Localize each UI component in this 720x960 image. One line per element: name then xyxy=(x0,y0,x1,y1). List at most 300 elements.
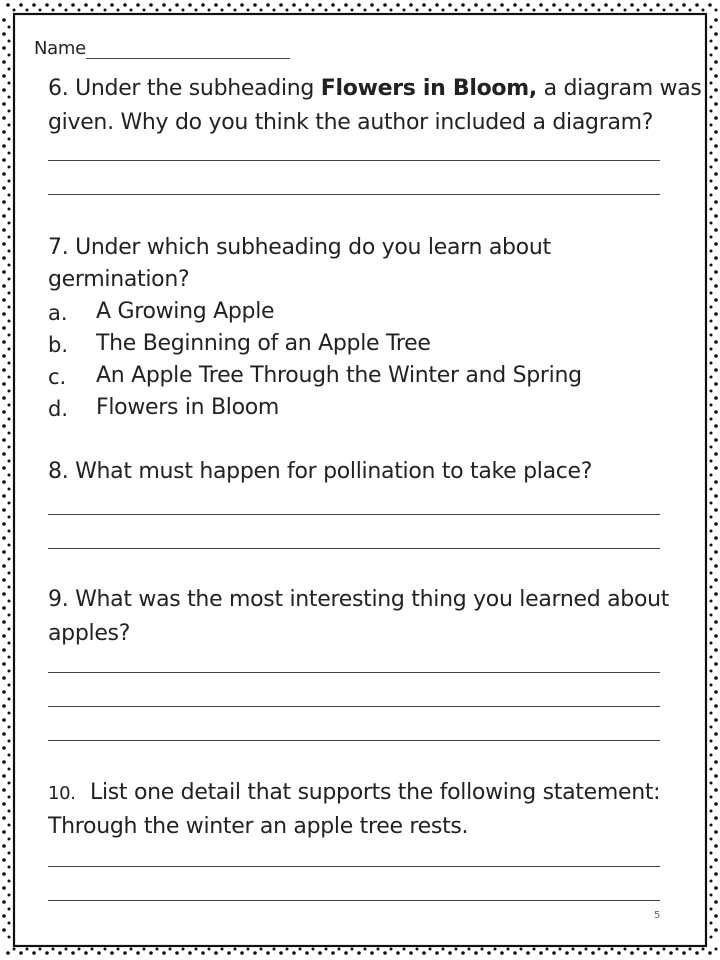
border-dot xyxy=(702,948,705,951)
border-dot xyxy=(416,948,419,951)
border-dot xyxy=(714,536,718,540)
border-dot xyxy=(513,3,517,7)
border-dot xyxy=(305,951,309,955)
border-dot xyxy=(552,951,556,955)
border-dot xyxy=(474,951,478,955)
answer-line[interactable] xyxy=(48,514,660,515)
border-dot xyxy=(710,26,713,29)
border-dot xyxy=(8,488,11,491)
border-dot xyxy=(442,9,445,12)
option-c-text[interactable]: An Apple Tree Through the Winter and Spring xyxy=(96,363,582,388)
border-dot xyxy=(624,9,627,12)
border-dot xyxy=(292,3,296,7)
border-dot xyxy=(8,712,11,715)
border-dot xyxy=(448,951,452,955)
q10-line2: Through the winter an apple tree rests. xyxy=(48,814,469,839)
border-dot xyxy=(71,951,75,955)
option-b-text[interactable]: The Beginning of an Apple Tree xyxy=(96,331,431,356)
border-dot xyxy=(710,292,713,295)
border-dot xyxy=(240,951,244,955)
border-dot xyxy=(2,508,6,512)
border-dot xyxy=(710,838,713,841)
border-dot xyxy=(714,74,718,78)
border-dot xyxy=(351,9,354,12)
border-dot xyxy=(45,3,49,7)
border-dot xyxy=(8,838,11,841)
border-dot xyxy=(8,726,11,729)
border-dot xyxy=(2,858,6,862)
border-dot xyxy=(78,948,81,951)
border-dot xyxy=(8,586,11,589)
border-dot xyxy=(214,951,218,955)
q6-text-end: a diagram was xyxy=(536,76,702,101)
border-dot xyxy=(714,368,718,372)
border-dot xyxy=(32,3,36,7)
border-dot xyxy=(2,242,6,246)
border-dot xyxy=(710,166,713,169)
q10-number: 10. xyxy=(48,783,76,804)
border-dot xyxy=(8,124,11,127)
border-dot xyxy=(253,951,257,955)
border-dot xyxy=(714,200,718,204)
border-dot xyxy=(710,852,713,855)
border-dot xyxy=(714,242,718,246)
border-dot xyxy=(710,138,713,141)
border-dot xyxy=(26,9,29,12)
border-dot xyxy=(2,830,6,834)
border-dot xyxy=(260,9,263,12)
border-dot xyxy=(710,152,713,155)
border-dot xyxy=(409,951,413,955)
border-dot xyxy=(370,951,374,955)
border-dot xyxy=(710,754,713,757)
border-dot xyxy=(533,948,536,951)
border-dot xyxy=(710,348,713,351)
border-dot xyxy=(2,550,6,554)
border-dot xyxy=(669,951,673,955)
border-dot xyxy=(123,3,127,7)
border-dot xyxy=(390,9,393,12)
border-dot xyxy=(195,948,198,951)
border-dot xyxy=(312,948,315,951)
border-dot xyxy=(8,782,11,785)
border-dot xyxy=(8,348,11,351)
border-dot xyxy=(175,951,179,955)
border-dot xyxy=(598,948,601,951)
border-dot xyxy=(710,642,713,645)
border-dot xyxy=(487,951,491,955)
border-dot xyxy=(8,446,11,449)
border-dot xyxy=(117,9,120,12)
border-dot xyxy=(578,3,582,7)
answer-line[interactable] xyxy=(48,866,660,867)
border-dot xyxy=(2,396,6,400)
border-dot xyxy=(403,948,406,951)
border-dot xyxy=(710,782,713,785)
border-dot xyxy=(2,438,6,442)
border-dot xyxy=(8,530,11,533)
page-number: 5 xyxy=(654,910,661,921)
border-dot xyxy=(2,718,6,722)
border-dot xyxy=(714,746,718,750)
border-dot xyxy=(8,936,11,939)
border-dot xyxy=(65,948,68,951)
border-dot xyxy=(396,951,400,955)
border-dot xyxy=(710,614,713,617)
border-dot xyxy=(682,3,686,7)
border-dot xyxy=(710,768,713,771)
option-d-letter: d. xyxy=(48,397,69,421)
border-dot xyxy=(624,948,627,951)
border-dot xyxy=(714,760,718,764)
border-dot xyxy=(422,3,426,7)
border-dot xyxy=(533,9,536,12)
border-dot xyxy=(710,110,713,113)
border-dot xyxy=(714,788,718,792)
border-dot xyxy=(162,3,166,7)
border-dot xyxy=(714,326,718,330)
border-dot xyxy=(416,9,419,12)
border-dot xyxy=(695,3,699,7)
answer-line[interactable] xyxy=(48,672,660,673)
border-dot xyxy=(710,502,713,505)
q6-subheading-bold: Flowers in Bloom, xyxy=(320,76,537,101)
border-dot xyxy=(585,948,588,951)
border-dot xyxy=(2,676,6,680)
border-dot xyxy=(2,18,6,22)
border-dot xyxy=(123,951,127,955)
border-dot xyxy=(637,948,640,951)
border-dot xyxy=(39,948,42,951)
q6-line1 xyxy=(48,76,702,101)
border-dot xyxy=(52,9,55,12)
border-dot xyxy=(318,3,322,7)
border-dot xyxy=(663,9,666,12)
border-dot xyxy=(714,830,718,834)
q6-line2: given. Why do you think the author included a diagram? xyxy=(48,110,654,135)
border-dot xyxy=(714,46,718,50)
border-dot xyxy=(182,948,185,951)
border-dot xyxy=(500,3,504,7)
border-dot xyxy=(383,3,387,7)
border-dot xyxy=(136,3,140,7)
border-dot xyxy=(702,9,705,12)
border-dot xyxy=(714,704,718,708)
border-dot xyxy=(78,9,81,12)
border-dot xyxy=(710,124,713,127)
border-dot xyxy=(8,460,11,463)
q7-line1: 7. Under which subheading do you learn about xyxy=(48,235,551,260)
answer-line[interactable] xyxy=(48,194,660,195)
border-dot xyxy=(8,292,11,295)
border-dot xyxy=(520,9,523,12)
border-dot xyxy=(710,320,713,323)
border-dot xyxy=(8,852,11,855)
border-dot xyxy=(468,948,471,951)
border-dot xyxy=(429,9,432,12)
border-dot xyxy=(2,46,6,50)
border-dot xyxy=(8,362,11,365)
border-dot xyxy=(710,740,713,743)
border-dot xyxy=(695,951,699,955)
border-dot xyxy=(2,536,6,540)
border-dot xyxy=(710,796,713,799)
border-dot xyxy=(8,572,11,575)
border-dot xyxy=(572,9,575,12)
border-dot xyxy=(481,9,484,12)
border-dot xyxy=(2,816,6,820)
border-dot xyxy=(52,948,55,951)
border-dot xyxy=(435,3,439,7)
border-dot xyxy=(710,236,713,239)
border-dot xyxy=(714,816,718,820)
border-dot xyxy=(714,214,718,218)
border-dot xyxy=(710,628,713,631)
border-dot xyxy=(435,951,439,955)
border-dot xyxy=(714,914,718,918)
border-dot xyxy=(2,760,6,764)
border-dot xyxy=(710,572,713,575)
border-dot xyxy=(526,3,530,7)
border-dot xyxy=(19,951,23,955)
border-dot xyxy=(714,284,718,288)
border-dot xyxy=(2,844,6,848)
border-dot xyxy=(714,522,718,526)
border-dot xyxy=(546,948,549,951)
border-dot xyxy=(169,948,172,951)
border-dot xyxy=(8,474,11,477)
border-dot xyxy=(565,951,569,955)
border-dot xyxy=(710,474,713,477)
border-dot xyxy=(714,354,718,358)
border-dot xyxy=(710,600,713,603)
border-dot xyxy=(708,951,712,955)
border-dot xyxy=(8,306,11,309)
border-dot xyxy=(714,102,718,106)
border-dot xyxy=(710,726,713,729)
border-dot xyxy=(710,68,713,71)
border-dot xyxy=(714,452,718,456)
border-dot xyxy=(234,9,237,12)
answer-line[interactable] xyxy=(48,548,660,549)
border-dot xyxy=(2,284,6,288)
border-dot xyxy=(2,606,6,610)
border-dot xyxy=(669,3,673,7)
border-dot xyxy=(8,740,11,743)
border-dot xyxy=(710,334,713,337)
border-dot xyxy=(585,9,588,12)
border-dot xyxy=(714,340,718,344)
border-dot xyxy=(8,54,11,57)
border-dot xyxy=(520,948,523,951)
border-dot xyxy=(481,948,484,951)
border-dot xyxy=(714,690,718,694)
border-dot xyxy=(422,951,426,955)
border-dot xyxy=(6,3,10,7)
q10-line1: List one detail that supports the following statement: xyxy=(90,780,661,805)
border-dot xyxy=(2,928,6,932)
border-dot xyxy=(279,951,283,955)
border-dot xyxy=(195,9,198,12)
border-dot xyxy=(710,936,713,939)
border-dot xyxy=(409,3,413,7)
border-dot xyxy=(448,3,452,7)
border-dot xyxy=(710,96,713,99)
border-dot xyxy=(2,116,6,120)
border-dot xyxy=(710,264,713,267)
border-dot xyxy=(710,810,713,813)
border-dot xyxy=(8,796,11,799)
border-dot xyxy=(2,886,6,890)
border-dot xyxy=(8,544,11,547)
border-dot xyxy=(710,306,713,309)
border-dot xyxy=(2,900,6,904)
border-dot xyxy=(714,32,718,36)
border-dot xyxy=(8,922,11,925)
border-dot xyxy=(714,732,718,736)
border-dot xyxy=(710,376,713,379)
border-dot xyxy=(714,928,718,932)
border-dot xyxy=(8,26,11,29)
border-dot xyxy=(656,3,660,7)
answer-line[interactable] xyxy=(48,706,660,707)
border-dot xyxy=(2,662,6,666)
border-dot xyxy=(714,592,718,596)
border-dot xyxy=(710,362,713,365)
border-dot xyxy=(714,396,718,400)
border-dot xyxy=(714,844,718,848)
border-dot xyxy=(8,670,11,673)
border-dot xyxy=(663,948,666,951)
border-dot xyxy=(2,144,6,148)
border-dot xyxy=(2,368,6,372)
border-dot xyxy=(65,9,68,12)
border-dot xyxy=(710,278,713,281)
border-dot xyxy=(710,432,713,435)
border-dot xyxy=(2,172,6,176)
border-dot xyxy=(91,948,94,951)
border-dot xyxy=(8,180,11,183)
border-dot xyxy=(714,312,718,316)
border-dot xyxy=(266,3,270,7)
border-dot xyxy=(2,690,6,694)
answer-line[interactable] xyxy=(48,740,660,741)
answer-line[interactable] xyxy=(48,900,660,901)
border-dot xyxy=(2,774,6,778)
border-dot xyxy=(357,3,361,7)
border-dot xyxy=(201,3,205,7)
border-dot xyxy=(2,340,6,344)
border-dot xyxy=(292,951,296,955)
border-dot xyxy=(714,494,718,498)
border-dot xyxy=(8,334,11,337)
border-dot xyxy=(689,948,692,951)
border-dot xyxy=(714,578,718,582)
border-dot xyxy=(351,948,354,951)
border-dot xyxy=(714,18,718,22)
border-dot xyxy=(143,9,146,12)
border-dot xyxy=(8,68,11,71)
border-dot xyxy=(656,951,660,955)
name-field-line[interactable] xyxy=(86,58,290,59)
border-dot xyxy=(617,3,621,7)
border-dot xyxy=(559,948,562,951)
border-dot xyxy=(97,3,101,7)
border-dot xyxy=(286,948,289,951)
border-dot xyxy=(8,908,11,911)
border-dot xyxy=(2,620,6,624)
border-dot xyxy=(8,110,11,113)
border-dot xyxy=(526,951,530,955)
border-dot xyxy=(2,592,6,596)
border-dot xyxy=(714,256,718,260)
answer-line[interactable] xyxy=(48,160,660,161)
border-dot xyxy=(344,951,348,955)
border-dot xyxy=(8,96,11,99)
border-dot xyxy=(2,410,6,414)
border-dot xyxy=(201,951,205,955)
border-dot xyxy=(710,544,713,547)
border-dot xyxy=(312,9,315,12)
border-dot xyxy=(714,802,718,806)
border-dot xyxy=(377,9,380,12)
border-dot xyxy=(611,9,614,12)
border-dot xyxy=(2,648,6,652)
border-dot xyxy=(39,9,42,12)
border-dot xyxy=(500,951,504,955)
border-dot xyxy=(710,698,713,701)
border-dot xyxy=(8,656,11,659)
border-dot xyxy=(390,948,393,951)
border-dot xyxy=(221,948,224,951)
border-dot xyxy=(714,872,718,876)
border-dot xyxy=(234,948,237,951)
border-dot xyxy=(2,914,6,918)
border-dot xyxy=(84,3,88,7)
border-dot xyxy=(149,3,153,7)
border-dot xyxy=(227,3,231,7)
border-dot xyxy=(2,74,6,78)
border-dot xyxy=(710,180,713,183)
border-dot xyxy=(299,9,302,12)
border-dot xyxy=(318,951,322,955)
border-dot xyxy=(266,951,270,955)
border-dot xyxy=(2,452,6,456)
border-dot xyxy=(710,880,713,883)
border-dot xyxy=(2,494,6,498)
border-dot xyxy=(8,810,11,813)
option-a-text[interactable]: A Growing Apple xyxy=(96,299,275,324)
border-dot xyxy=(104,948,107,951)
border-dot xyxy=(8,558,11,561)
border-dot xyxy=(344,3,348,7)
border-dot xyxy=(714,564,718,568)
border-dot xyxy=(461,3,465,7)
border-dot xyxy=(45,951,49,955)
border-dot xyxy=(572,948,575,951)
q9-line2: apples? xyxy=(48,621,131,646)
border-dot xyxy=(715,948,718,951)
border-dot xyxy=(325,9,328,12)
name-label: Name xyxy=(34,38,86,59)
border-dot xyxy=(8,866,11,869)
border-dot xyxy=(714,88,718,92)
option-d-text[interactable]: Flowers in Bloom xyxy=(96,395,280,420)
border-dot xyxy=(714,508,718,512)
border-dot xyxy=(710,922,713,925)
border-dot xyxy=(2,256,6,260)
border-dot xyxy=(8,40,11,43)
